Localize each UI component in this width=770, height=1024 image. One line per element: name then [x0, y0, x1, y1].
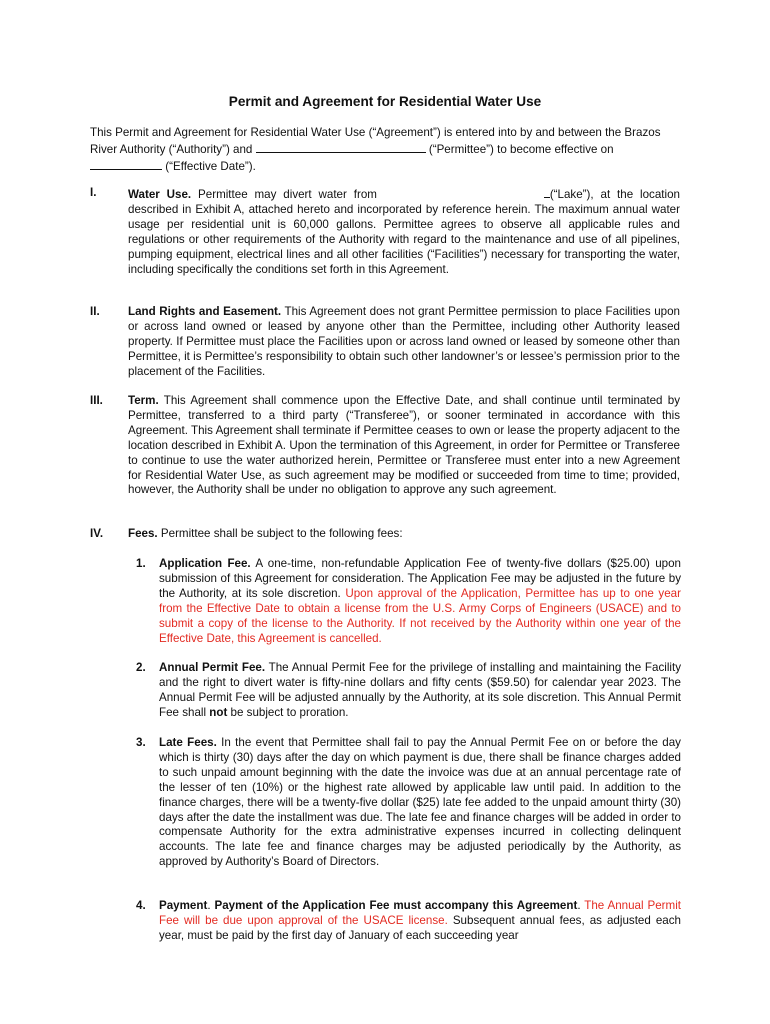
section-body [128, 527, 680, 542]
fee-body [159, 736, 681, 870]
section-term [90, 394, 680, 498]
section-body [128, 305, 680, 380]
intro-text-2: (“Permittee”) to become effective on [428, 142, 614, 156]
intro-paragraph [90, 126, 680, 175]
fee-body: Payment. Payment of the Application Fee must accompany this Agreement. The Annual Permit Fee will be due upon approval of the USACE license. Subsequent annual fees, as adjusted each year, must be paid by the first day of January of each succeeding year [159, 899, 681, 942]
fee-red-text: Upon approval of the Application, Permittee has up to one year from the Effective Date to obtain a license from the U.S. Army Corps of Engineers (USACE) and to submit a copy of the license to the Authority. If not received by the Authority within one year of the Effective Date, this Agreement is cancelled. [159, 586, 681, 645]
section-text: This Agreement does not grant Permittee permission to place Facilities upon or across land owned or leased by anyone other than the Permittee, including other Authority leased property. If Permittee must place the Facilities upon or across land owned or leased by someone other than Permittee, it is Permittee’s responsibility to obtain such other landowner’s or lessee’s permission prior to the placement of the Facilities. [128, 305, 681, 378]
section-number: III. [90, 394, 103, 407]
section-body [128, 186, 680, 277]
fee-body [159, 557, 681, 646]
fee-heading: Annual Permit Fee. [159, 661, 266, 674]
fee-text: A one-time, non-refundable Application Fee of twenty-five dollars ($25.00) upon submission of this Agreement for consideration. The Application Fee may be adjusted in the future by the Authority, at its sole discretion. [159, 557, 682, 600]
fee-heading: Payment [159, 899, 208, 912]
fee-payment [136, 899, 681, 944]
section-number: IV. [90, 527, 104, 540]
fee-number: 2. [136, 661, 146, 674]
section-number: II. [90, 305, 100, 318]
section-heading: Term. [128, 394, 159, 407]
fee-text: The Annual Permit Fee for the privilege of installing and maintaining the Facility and the right to divert water is fifty-nine dollars and fifty cents ($59.50) for calendar year 2023. The Annual Permit Fee will be adjusted annually by the Authority, at its sole discretion. This Annual Permit Fee shall [159, 661, 681, 719]
lake-name-blank[interactable] [384, 186, 544, 198]
section-number: I. [90, 186, 97, 199]
fee-text: In the event that Permittee shall fail to pay the Annual Permit Fee on or before the day which is thirty (30) days after the day on which payment is due, there shall be finance charges added to such unpaid amount beginning with the date the invoice was due at an annual percentage rate of the lesser of ten (10%) or the highest rate allowed by applicable law until paid. In addition to the finance charges, there will be a twenty-five dollar ($25) late fee added to the unpaid amount thirty (30) days after the date the installment was due. The late fee and finance charges will be added in order to compensate Authority for the extra administrative expenses incurred in collecting delinquent accounts. The late fee and finance charges may be adjusted periodically by the Authority, as approved by Authority’s Board of Directors. [159, 736, 681, 869]
fee-heading: Late Fees. [159, 736, 217, 749]
effective-date-blank[interactable] [90, 158, 162, 170]
section-heading: Fees. [128, 527, 158, 540]
fee-application [136, 557, 681, 646]
fee-number: 1. [136, 557, 146, 570]
fee-body [159, 661, 681, 721]
section-heading: Land Rights and Easement. [128, 305, 282, 318]
fee-heading: Application Fee. [159, 557, 251, 570]
permittee-name-blank[interactable] [256, 141, 426, 153]
section-water-use [90, 186, 680, 277]
fee-late [136, 736, 681, 870]
intro-text-3: (“Effective Date”). [165, 159, 256, 173]
intro-text-1: This Permit and Agreement for Residential Water Use (“Agreement”) is entered into by and between the Brazos River Authority (“Authority”) and [90, 126, 661, 156]
fee-annual-permit [136, 661, 681, 721]
section-heading: Water Use. [128, 188, 192, 201]
section-text: Permittee shall be subject to the following fees: [160, 527, 403, 540]
document-title: Permit and Agreement for Residential Water Use [228, 94, 542, 109]
section-land-rights [90, 305, 680, 380]
fee-number: 4. [136, 899, 146, 912]
section-body [128, 394, 680, 498]
fee-emphasis: not [209, 705, 228, 719]
fee-heading-secondary: Payment of the Application Fee must accompany this Agreement [214, 899, 578, 912]
section-fees [90, 527, 680, 542]
fee-number: 3. [136, 736, 146, 749]
fee-red-text: The Annual Permit Fee will be due upon approval of the USACE license. [159, 899, 681, 927]
section-text: Permittee may divert water from [198, 188, 377, 201]
section-text: (“Lake”), at the location described in Exhibit A, attached hereto and incorporated by reference herein. The maximum annual water usage per residential unit is 60,000 gallons. Permittee agrees to observe all applicable rules and regulations or other requirements of the Authority with regard to the maintenance and use of all pipelines, pumping equipment, electrical lines and all other facilities (“Facilities”) necessary for transporting the water, including specifically the conditions set forth in this Agreement. [128, 188, 680, 276]
fee-text: be subject to proration. [230, 705, 349, 719]
fee-text: Subsequent annual fees, as adjusted each year, must be paid by the first day of January of each succeeding year [159, 913, 681, 942]
section-text: This Agreement shall commence upon the Effective Date, and shall continue until terminated by Permittee, transferred to a third party (“Transferee”), or sooner terminated in accordance with this Agreement. This Agreement shall terminate if Permittee ceases to own or lease the property adjacent to the location described in Exhibit A. Upon the termination of this Agreement, in order for Permittee or Transferee to continue to use the water authorized herein, Permittee or Transferee must enter into a new Agreement for Residential Water Use, as such agreement may be modified or succeeded from time to time; provided, however, the Authority shall be under no obligation to approve any such agreement. [128, 394, 680, 497]
